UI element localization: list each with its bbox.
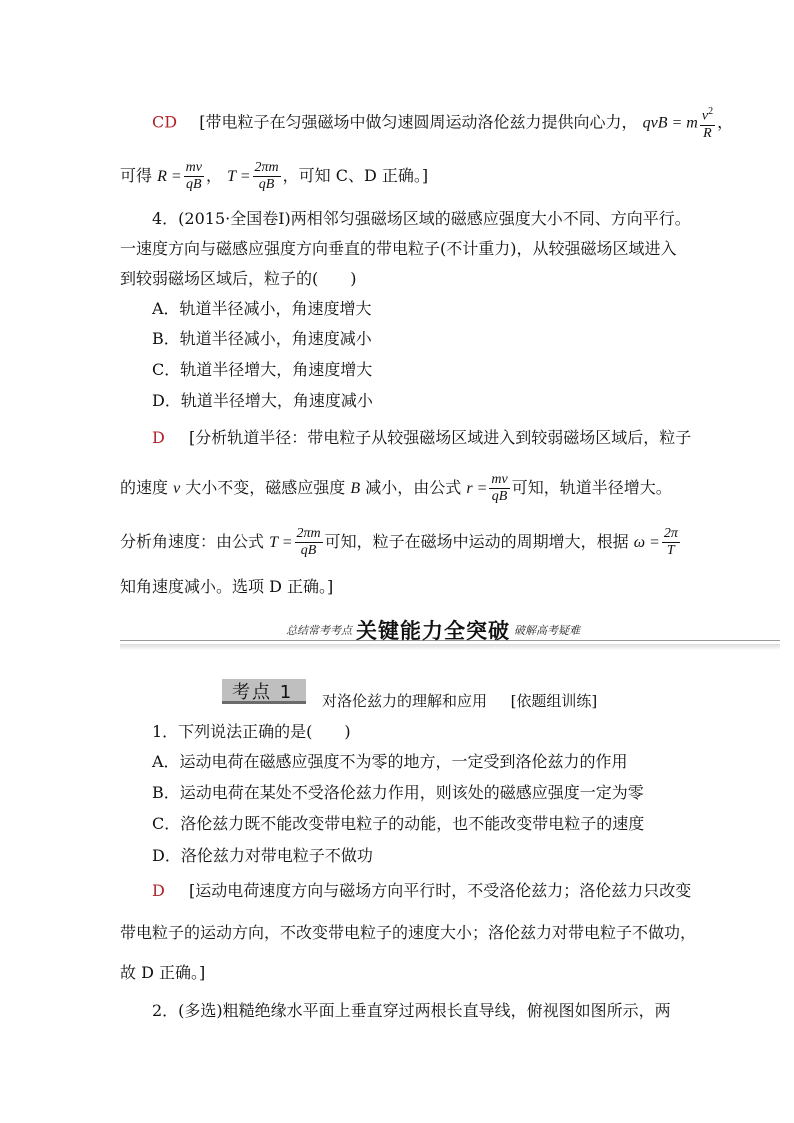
answer-text: [带电粒子在匀强磁场中做匀速圆周运动洛伦兹力提供向心力，	[199, 112, 638, 132]
section-title: 对洛伦兹力的理解和应用	[322, 692, 488, 710]
formula-fraction: $\frac{mv}{qB}$	[185, 160, 202, 192]
q4-answer-line4: 知角速度减小。选项 D 正确。]	[120, 577, 334, 596]
formula-left: qvB = m	[642, 114, 698, 132]
answer-label: D	[152, 881, 165, 900]
q1-option-b: B．运动电荷在某处不受洛伦兹力作用，则该处的磁感应强度一定为零	[152, 783, 644, 802]
answer-label: D	[152, 428, 165, 447]
q1-option-c: C．洛伦兹力既不能改变带电粒子的动能，也不能改变带电粒子的速度	[152, 814, 645, 833]
q1-answer-line2: 带电粒子的运动方向，不改变带电粒子的速度大小；洛伦兹力对带电粒子不做功，	[120, 923, 697, 942]
q1-answer-line3: 故 D 正确。]	[120, 963, 206, 982]
q1-answer-line1	[152, 880, 691, 902]
q1-stem: 1．下列说法正确的是( )	[152, 722, 351, 741]
section-header	[322, 690, 597, 712]
formula-fraction: $\frac{v^2}{R}$	[701, 106, 714, 141]
q4-answer-line2: 的速度 v 大小不变，磁感应强度 B 减小，由公式 r = $\frac{mv}{qB}$ 可知，轨道半径增大。	[120, 472, 672, 504]
q4-option-d: D．轨道半径增大，角速度减小	[152, 391, 373, 410]
topic-badge-label: 考点 1	[232, 682, 294, 703]
q1-option-a: A．运动电荷在磁感应强度不为零的地方，一定受到洛伦兹力的作用	[152, 752, 628, 771]
q4-answer-line3: 分析角速度：由公式 T = $\frac{2\pi m}{qB}$ 可知，粒子在磁场中运动的周期增大，根据 ω = $\frac{2\pi}{T}$	[120, 526, 678, 558]
answer-text: [运动电荷速度方向与磁场方向平行时，不受洛伦兹力；洛伦兹力只改变	[189, 881, 692, 900]
banner-right-text: 破解高考疑难	[514, 624, 580, 637]
intro-answer-line1: CD [带电粒子在匀强磁场中做匀速圆周运动洛伦兹力提供向心力， qvB = m $\frac{v^2}{R}$ ，	[152, 106, 734, 141]
q4-answer-line1	[152, 427, 691, 449]
section-tag: [依题组训练]	[510, 692, 598, 710]
formula-left: T =	[227, 168, 251, 185]
q1-option-d: D．洛伦兹力对带电粒子不做功	[152, 846, 373, 865]
formula-fraction: $\frac{2\pi m}{qB}$	[296, 526, 321, 558]
q4-option-b: B．轨道半径减小，角速度减小	[152, 329, 372, 348]
q4-line1: 4．(2015·全国卷Ⅰ)两相邻匀强磁场区域的磁感应强度大小不同、方向平行。	[152, 209, 691, 228]
answer-text: [分析轨道半径：带电粒子从较强磁场区域进入到较弱磁场区域后，粒子	[189, 428, 692, 447]
q4-option-c: C．轨道半径增大，角速度增大	[152, 360, 373, 379]
formula-fraction: $\frac{2\pi m}{qB}$	[254, 160, 279, 192]
section-banner	[286, 617, 580, 643]
answer-text: 可得	[120, 166, 158, 185]
q4-line3: 到较弱磁场区域后，粒子的( )	[120, 269, 357, 288]
formula-fraction: $\frac{2\pi}{T}$	[663, 526, 678, 558]
answer-label: CD	[152, 112, 178, 132]
answer-text: ，可知 C、D 正确。]	[282, 166, 429, 185]
q4-line2: 一速度方向与磁感应强度方向垂直的带电粒子(不计重力)，从较强磁场区域进入	[120, 239, 677, 258]
q2-line1: 2．(多选)粗糙绝缘水平面上垂直穿过两根长直导线，俯视图如图所示，两	[152, 1001, 671, 1020]
formula-left: R =	[157, 168, 182, 185]
banner-left-text: 总结常考考点	[286, 624, 352, 637]
intro-answer-line2: 可得 R = $\frac{mv}{qB}$ ， T = $\frac{2\pi m}{qB}$ ，可知 C、D 正确。]	[120, 160, 429, 192]
topic-badge	[222, 679, 306, 704]
formula-fraction: $\frac{mv}{qB}$	[491, 472, 508, 504]
q4-option-a: A．轨道半径减小，角速度增大	[152, 299, 372, 318]
banner-title: 关键能力全突破	[356, 619, 510, 643]
